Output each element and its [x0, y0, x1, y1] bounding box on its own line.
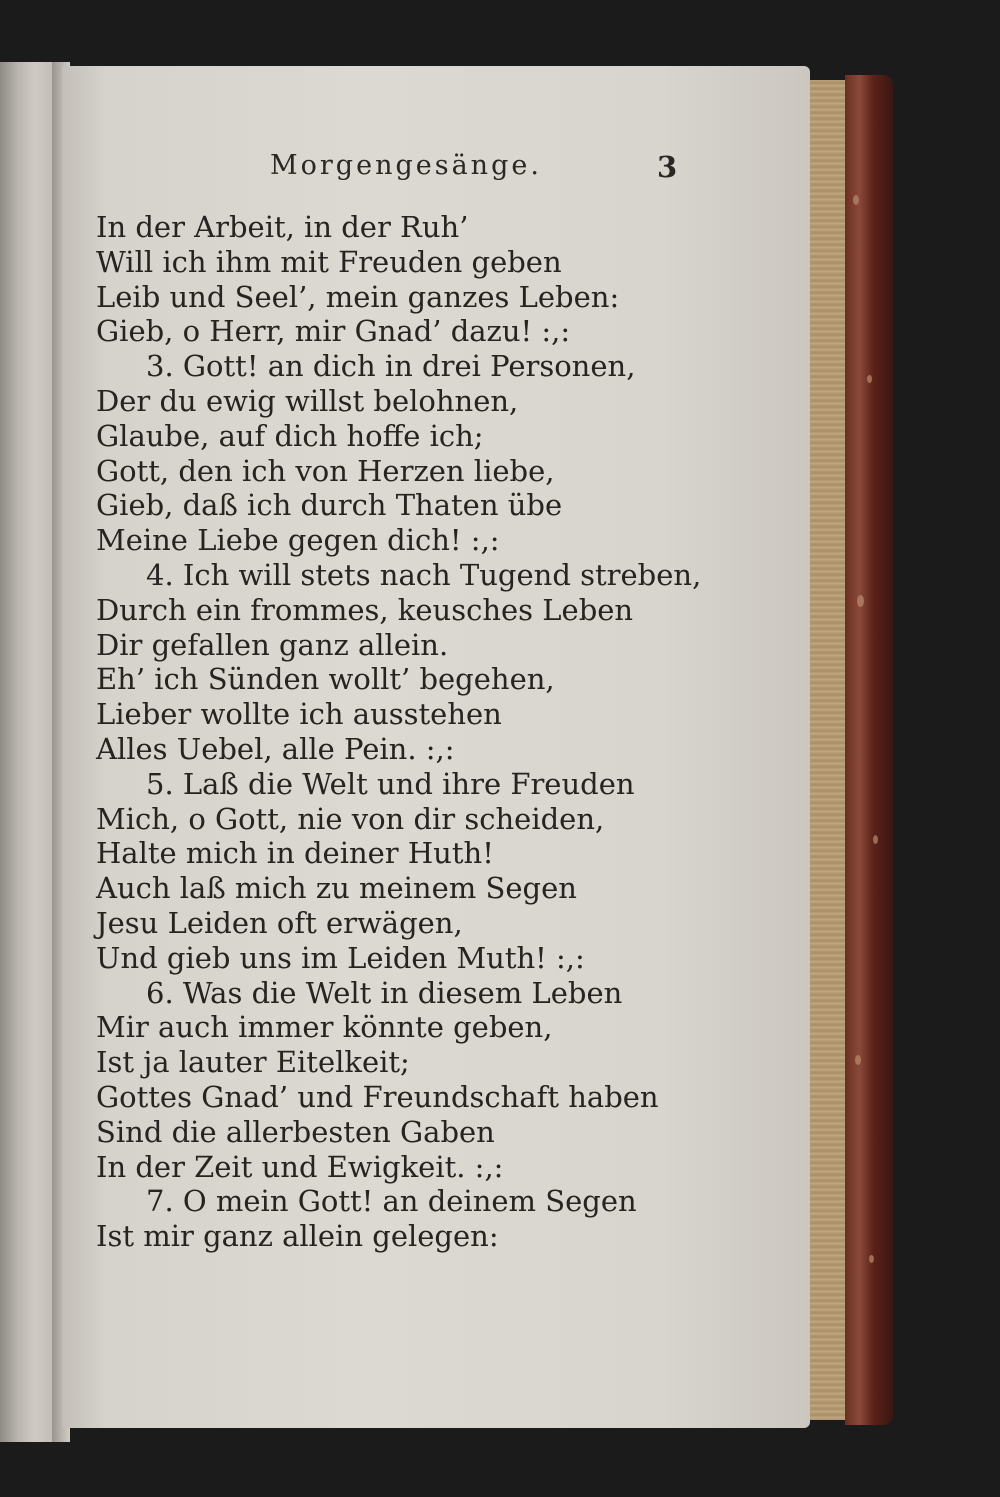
verse-line: Ist ja lauter Eitelkeit; [96, 1045, 410, 1080]
verse-line: Und gieb uns im Leiden Muth! :,: [96, 940, 585, 975]
running-header: Morgengesänge. [270, 150, 542, 181]
verse-line: Der du ewig willst belohnen, [96, 383, 519, 418]
verse-line: Leib und Seel’, mein ganzes Leben: [96, 279, 620, 314]
cover-speck [853, 195, 859, 205]
verse-line: Will ich ihm mit Freuden geben [96, 244, 562, 279]
cover-speck [867, 375, 872, 383]
verse-line: In der Arbeit, in der Ruh’ [96, 210, 469, 244]
stanza-first-line: 3. Gott! an dich in drei Personen, [146, 349, 636, 384]
verse-line: Ist mir ganz allein gelegen: [96, 1219, 499, 1254]
verse-line: Eh’ ich Sünden wollt’ begehen, [96, 662, 555, 697]
verse-line: Mich, o Gott, nie von dir scheiden, [96, 801, 605, 836]
verse-line: Meine Liebe gegen dich! :,: [96, 523, 500, 558]
verse-line: Alles Uebel, alle Pein. :,: [96, 731, 455, 766]
verse-line: Gott, den ich von Herzen liebe, [96, 453, 555, 488]
stanza-first-line: 5. Laß die Welt und ihre Freuden [146, 766, 635, 801]
verse-line: Gieb, daß ich durch Thaten übe [96, 488, 563, 523]
verse-line: In der Zeit und Ewigkeit. :,: [96, 1149, 504, 1184]
book-cover-spine [845, 75, 893, 1425]
page-number: 3 [657, 150, 678, 184]
cover-speck [855, 1055, 861, 1065]
cover-speck [869, 1255, 874, 1263]
cover-speck [873, 835, 878, 844]
verse-line: Sind die allerbesten Gaben [96, 1114, 495, 1149]
stanza-first-line: 4. Ich will stets nach Tugend streben, [146, 557, 702, 592]
stanza-first-line: 6. Was die Welt in diesem Leben [146, 975, 623, 1010]
verse-line: Jesu Leiden oft erwägen, [96, 905, 463, 940]
verse-line: Dir gefallen ganz allein. [96, 627, 449, 662]
verse-line: Durch ein frommes, keusches Leben [96, 592, 634, 627]
left-facing-page [0, 62, 58, 1442]
hymn-text [96, 210, 702, 1254]
verse-line: Gottes Gnad’ und Freundschaft haben [96, 1079, 659, 1114]
verse-line: Halte mich in deiner Huth! [96, 836, 494, 871]
verse-line: Mir auch immer könnte geben, [96, 1010, 553, 1045]
verse-line: Lieber wollte ich ausstehen [96, 697, 502, 732]
stanza-first-line: 7. O mein Gott! an deinem Segen [146, 1184, 637, 1219]
cover-speck [857, 595, 864, 607]
verse-line: Glaube, auf dich hoffe ich; [96, 418, 484, 453]
verse-line: Auch laß mich zu meinem Segen [96, 871, 577, 906]
verse-line: Gieb, o Herr, mir Gnad’ dazu! :,: [96, 314, 571, 349]
